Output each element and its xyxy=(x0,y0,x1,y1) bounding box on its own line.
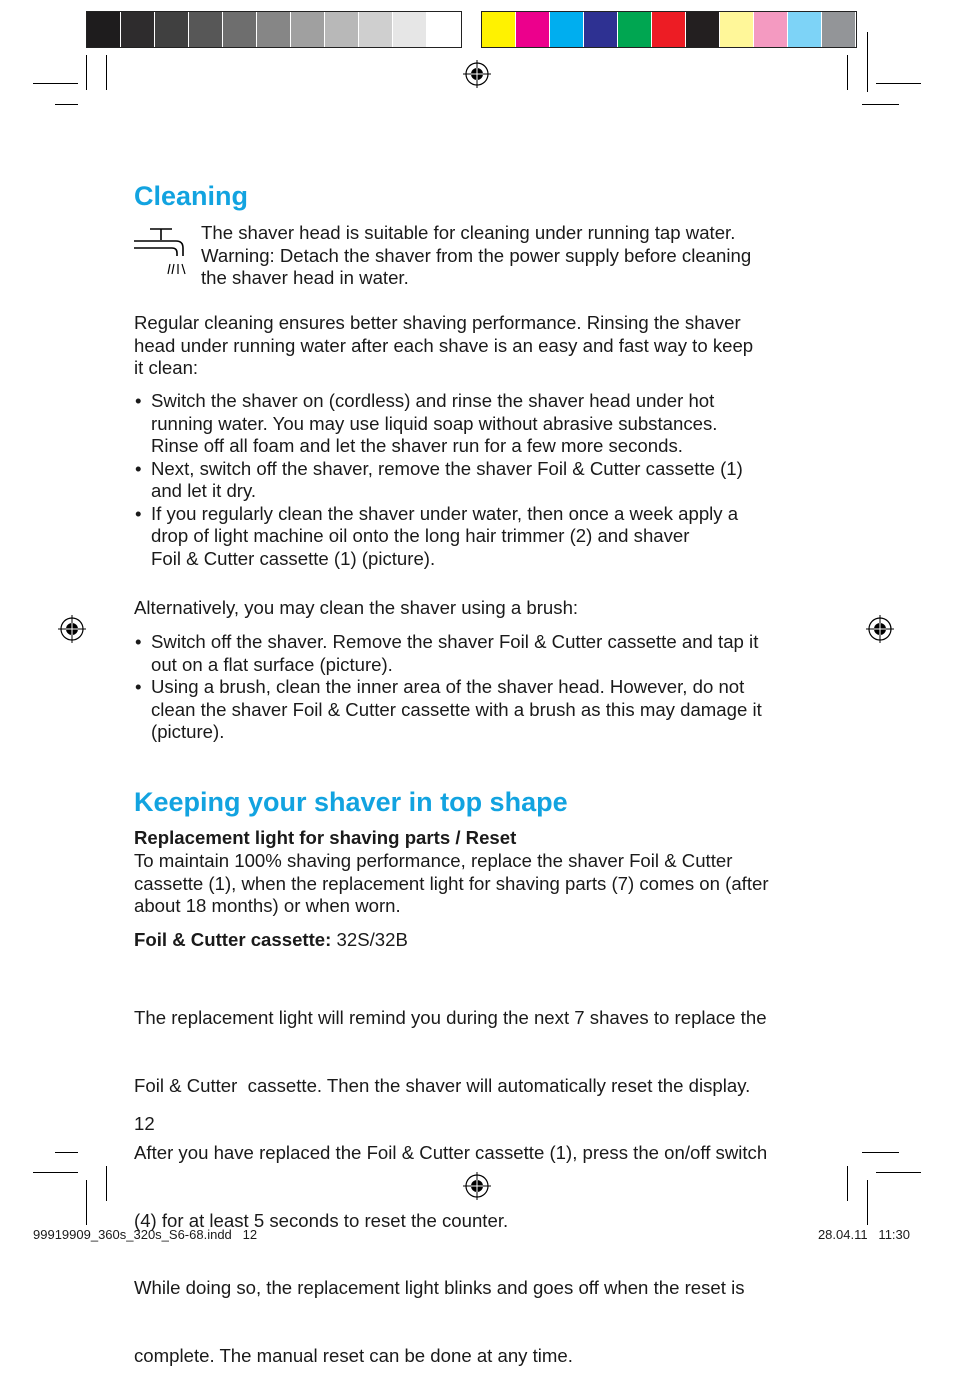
crop-mark xyxy=(33,83,78,84)
color-swatch xyxy=(754,12,788,47)
color-swatch xyxy=(788,12,822,47)
crop-mark xyxy=(862,1152,899,1153)
crop-mark xyxy=(847,55,848,90)
footer-date: 28.04.11 11:30 xyxy=(817,1227,910,1242)
text-line: running water. You may use liquid soap without abrasive substances. xyxy=(151,412,718,434)
brush-steps-list xyxy=(134,631,762,744)
text-line: out on a flat surface (picture). xyxy=(151,653,393,675)
text-line: it clean: xyxy=(134,357,199,378)
text-line: After you have replaced the Foil & Cutter cassette (1), press the on/off switch xyxy=(134,1142,768,1163)
color-swatch xyxy=(155,12,189,47)
crop-mark xyxy=(867,32,868,92)
replacement-light-subheading: Replacement light for shaving parts / Reset xyxy=(134,827,517,848)
text-line: • Next, switch off the shaver, remove the shaver Foil & Cutter cassette (1) xyxy=(151,457,743,479)
crop-mark xyxy=(106,1166,107,1201)
crop-mark xyxy=(876,83,921,84)
crop-mark xyxy=(86,1180,87,1225)
registration-mark-icon xyxy=(463,60,491,88)
cleaning-intro xyxy=(134,312,753,380)
text-line: While doing so, the replacement light blinks and goes off when the reset is xyxy=(134,1277,745,1298)
text-line: about 18 months) or when worn. xyxy=(134,895,401,916)
top-shape-heading: Keeping your shaver in top shape xyxy=(134,787,568,817)
registration-mark-icon xyxy=(866,615,894,643)
brush-intro: Alternatively, you may clean the shaver using a brush: xyxy=(134,597,579,618)
color-swatch xyxy=(822,12,856,47)
color-swatch xyxy=(291,12,325,47)
color-swatch xyxy=(550,12,584,47)
color-scale-bar xyxy=(481,11,857,48)
color-swatch xyxy=(121,12,155,47)
color-swatch xyxy=(482,12,516,47)
color-swatch xyxy=(618,12,652,47)
color-swatch xyxy=(223,12,257,47)
text-line: head under running water after each shave is an easy and fast way to keep xyxy=(134,334,754,356)
text-line: Foil & Cutter cassette. Then the shaver will automatically reset the display. xyxy=(134,1074,751,1096)
color-swatch xyxy=(720,12,754,47)
cassette-value: 32S/32B xyxy=(331,929,408,950)
text-line: and let it dry. xyxy=(151,480,257,501)
cleaning-heading: Cleaning xyxy=(134,181,249,211)
footer-file-name: 99919909_360s_320s_S6-68.indd 12 xyxy=(33,1227,258,1242)
cassette-type-line xyxy=(134,929,408,952)
crop-mark xyxy=(106,55,107,90)
text-line: (4) for at least 5 seconds to reset the counter. xyxy=(134,1209,509,1231)
text-line: cassette (1), when the replacement light for shaving parts (7) comes on (after xyxy=(134,872,769,894)
list-item xyxy=(134,631,762,676)
text-line: • If you regularly clean the shaver under water, then once a week apply a xyxy=(151,502,739,524)
crop-mark xyxy=(876,1172,921,1173)
text-line: complete. The manual reset can be done at any time. xyxy=(134,1344,573,1366)
list-item xyxy=(134,458,743,503)
maintain-paragraph xyxy=(134,850,769,918)
text-line: the shaver head in water. xyxy=(201,267,409,288)
water-tap-icon xyxy=(132,223,192,279)
text-line: Rinse off all foam and let the shaver run for a few more seconds. xyxy=(151,435,683,456)
list-item xyxy=(134,503,743,571)
text-line: The replacement light will remind you during the next 7 shaves to replace the xyxy=(134,1007,767,1028)
text-line: To maintain 100% shaving performance, replace the shaver Foil & Cutter xyxy=(134,850,733,871)
crop-mark xyxy=(847,1166,848,1201)
color-swatch xyxy=(427,12,461,47)
crop-mark xyxy=(55,1152,78,1153)
text-line: • Using a brush, clean the inner area of the shaver head. However, do not xyxy=(151,676,745,697)
text-line: drop of light machine oil onto the long hair trimmer (2) and shaver xyxy=(151,525,690,546)
text-line: Foil & Cutter cassette (1) (picture). xyxy=(151,547,436,569)
crop-mark xyxy=(86,55,87,90)
crop-mark xyxy=(867,1180,868,1225)
color-swatch xyxy=(516,12,550,47)
text-line: The shaver head is suitable for cleaning under running tap water. xyxy=(201,222,736,243)
list-item xyxy=(134,390,743,458)
color-swatch xyxy=(652,12,686,47)
rinse-steps-list xyxy=(134,390,743,570)
text-line: • Switch off the shaver. Remove the shaver Foil & Cutter cassette and tap it xyxy=(151,631,759,652)
color-swatch xyxy=(686,12,720,47)
reminder-paragraph xyxy=(134,962,767,1390)
text-line: (picture). xyxy=(151,721,225,742)
text-line: clean the shaver Foil & Cutter cassette with a brush as this may damage it xyxy=(151,698,762,720)
list-item xyxy=(134,676,762,744)
tap-water-note xyxy=(201,222,751,290)
color-swatch xyxy=(393,12,427,47)
color-swatch xyxy=(359,12,393,47)
color-swatch xyxy=(584,12,618,47)
crop-mark xyxy=(33,1172,78,1173)
registration-mark-icon xyxy=(58,615,86,643)
text-line: Warning: Detach the shaver from the power supply before cleaning xyxy=(201,244,752,266)
cassette-label: Foil & Cutter cassette: xyxy=(134,929,332,950)
color-swatch xyxy=(87,12,121,47)
crop-mark xyxy=(55,104,78,105)
text-line: • Switch the shaver on (cordless) and rinse the shaver head under hot xyxy=(151,390,715,411)
crop-mark xyxy=(862,104,899,105)
gray-scale-bar xyxy=(86,11,462,48)
color-swatch xyxy=(189,12,223,47)
page-number: 12 xyxy=(134,1113,155,1134)
color-swatch xyxy=(257,12,291,47)
text-line: Regular cleaning ensures better shaving performance. Rinsing the shaver xyxy=(134,312,741,333)
color-swatch xyxy=(325,12,359,47)
